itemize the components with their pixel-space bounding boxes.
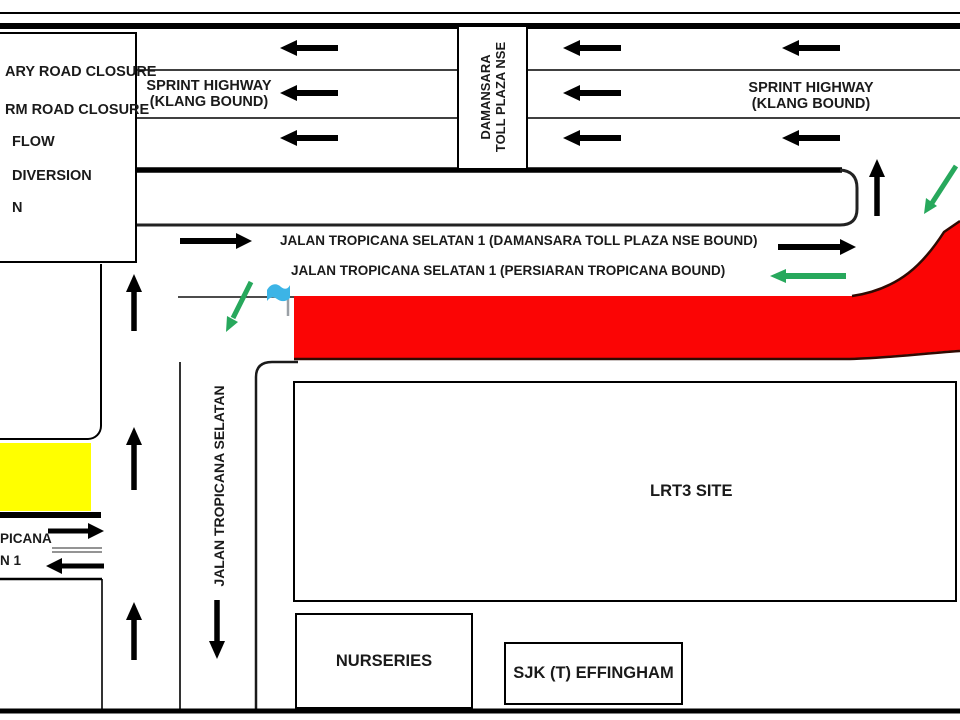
traffic-flow-arrow-up — [126, 274, 142, 331]
sjk-effingham-label — [504, 642, 683, 705]
road-label-bottom-left-line2: N 1 — [0, 553, 22, 568]
traffic-flow-arrow-left — [280, 40, 338, 56]
location-flag-icon — [267, 284, 290, 316]
traffic-flow-arrow-left — [563, 130, 621, 146]
traffic-flow-arrow-up — [126, 427, 142, 490]
legend-entry: DIVERSION — [12, 168, 92, 184]
traffic-flow-arrow-left — [782, 130, 840, 146]
highway-bound: (KLANG BOUND) — [751, 95, 871, 112]
highway-name: SPRINT HIGHWAY — [748, 80, 874, 96]
diversion-arrow-diagonal-green — [226, 282, 251, 332]
traffic-flow-arrow-left — [280, 85, 338, 101]
toll-plaza-label — [478, 42, 508, 152]
traffic-flow-arrow-left — [280, 130, 338, 146]
traffic-flow-arrow-left — [563, 40, 621, 56]
traffic-flow-arrow-left — [46, 558, 104, 574]
road-label-bottom-left-line1: PICANA — [0, 531, 52, 546]
highway-name: SPRINT HIGHWAY — [146, 78, 272, 94]
traffic-flow-arrow-right — [778, 239, 856, 255]
toll-plaza-line2: TOLL PLAZA NSE — [493, 41, 508, 153]
road-label-ts1-persiaran: JALAN TROPICANA SELATAN 1 (PERSIARAN TROPICANA BOUND) — [291, 263, 726, 278]
diversion-arrow-diagonal-green — [924, 166, 956, 214]
diversion-arrow-left-green — [770, 269, 846, 283]
highway-bound: (KLANG BOUND) — [149, 93, 269, 110]
sjk-effingham-text: SJK (T) EFFINGHAM — [513, 664, 674, 682]
toll-plaza-line1: DAMANSARA — [478, 54, 493, 140]
traffic-flow-arrow-left — [563, 85, 621, 101]
legend-entry: N — [12, 200, 23, 216]
legend-entry: FLOW — [12, 134, 55, 150]
highway-name-label — [741, 81, 881, 112]
road-label-jalan-tropicana-selatan: JALAN TROPICANA SELATAN — [211, 385, 227, 587]
legend-entry: ARY ROAD CLOSURE — [5, 64, 157, 80]
traffic-flow-arrow-right — [48, 523, 104, 539]
traffic-flow-arrow-down — [209, 600, 225, 659]
nurseries-label — [295, 613, 473, 709]
road-label-ts1-damansara: JALAN TROPICANA SELATAN 1 (DAMANSARA TOLL PLAZA NSE BOUND) — [280, 233, 758, 248]
traffic-flow-arrow-up — [126, 602, 142, 660]
traffic-flow-arrow-left — [782, 40, 840, 56]
works-area-yellow — [0, 443, 91, 511]
traffic-flow-arrow-right — [180, 233, 252, 249]
road-island-box — [0, 264, 102, 440]
highway-name-label — [139, 79, 279, 110]
highway-edge-hook — [130, 170, 857, 225]
lrt3-site-label: LRT3 SITE — [650, 482, 733, 500]
traffic-flow-arrow-up — [869, 159, 885, 216]
nurseries-text: NURSERIES — [335, 651, 433, 670]
legend-entry: RM ROAD CLOSURE — [5, 102, 150, 118]
lrt3-site-box — [293, 381, 957, 602]
jalan-ts-east-edge — [256, 362, 298, 712]
